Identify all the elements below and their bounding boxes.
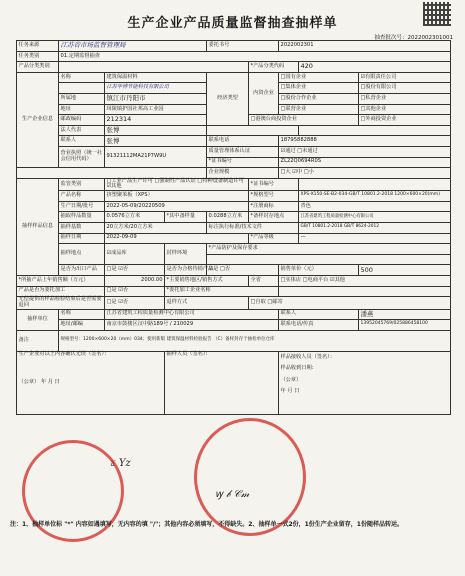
value: 420 — [299, 62, 451, 73]
label: 名称 — [59, 72, 105, 83]
label: 退样方式 — [165, 297, 249, 309]
value: 500 — [359, 265, 451, 276]
handwritten-signature: ꝡ 𝒷 𝒞𝓂 — [215, 489, 250, 500]
option: □集体企业 — [279, 83, 359, 94]
value: ☑成品库 — [105, 244, 165, 265]
label: 任务来源 — [17, 41, 59, 52]
label: *产品等级 — [249, 233, 299, 244]
value: 2022-05-09/20220509 — [105, 201, 249, 212]
label: 名称 — [59, 309, 105, 320]
label: 联系电话/传真 — [279, 320, 359, 331]
option: ☑有限责任公司 — [359, 72, 451, 83]
option: □外商投资企业 — [359, 115, 451, 126]
receiver-sign-cell — [279, 351, 451, 414]
value: GB/T 10801.2-2018 GB/T 8624-2012 — [299, 222, 451, 233]
value: □自取 □邮寄 — [249, 297, 451, 309]
value: ZL22Q0694R0S — [279, 157, 451, 168]
value: 0.0576立方米 — [105, 212, 165, 223]
value: 镇江市丹阳市 — [105, 93, 207, 104]
value: 212314 — [105, 115, 207, 126]
label: 抽取样品数量 — [59, 212, 105, 223]
label: 任务类别 — [17, 51, 59, 62]
producer-sign-cell — [17, 351, 165, 414]
value: 2022-09-09 — [105, 233, 249, 244]
value: 18795882888 — [279, 136, 451, 147]
label: *证书编号 — [249, 178, 299, 190]
label: 营业执照（统一社会信用代码） — [59, 146, 105, 167]
value: 江苏省建筑工程质量检测中心有限公司 — [299, 212, 451, 223]
label: 委托书号 — [207, 41, 279, 52]
label: 销售单价（元） — [279, 265, 359, 276]
value: 全省 — [249, 275, 279, 286]
label: *产品防护及保存要求 — [207, 244, 451, 255]
value: □工业产品生产许可 □强制性产品认证 □特种设备制造许可 ☑其他 — [105, 178, 249, 190]
label: 生产企业对以上内容确认无误（签名）： — [18, 350, 110, 357]
label: 内资企业 — [249, 72, 279, 114]
value: — — [299, 233, 451, 244]
label: *备样封存地点 — [249, 212, 299, 223]
value: 0.0288立方米 — [207, 212, 249, 223]
section-label: 抽样样品信息 — [17, 178, 59, 275]
label: 样品收到日期： — [280, 365, 317, 372]
option: □港澳台商投资企业 — [249, 115, 359, 126]
label: 抽样地点 — [59, 244, 105, 265]
value: ☑是 □否 — [207, 265, 279, 276]
red-seal-stamp — [194, 418, 306, 536]
label: 抽样日期 — [59, 233, 105, 244]
value: 2000.00 — [105, 275, 165, 286]
label: 备注 — [17, 330, 59, 351]
option: □联营企业 — [279, 104, 359, 115]
label: 法人代表 — [59, 125, 105, 136]
value: 2022002301 — [279, 41, 451, 52]
label: （公章） — [280, 376, 302, 383]
label: 监管类别 — [59, 178, 105, 190]
label: （公章） — [18, 379, 40, 386]
option: □私营企业 — [359, 93, 451, 104]
value: 13952045769/025886458100 — [359, 320, 451, 331]
label: *委托加工企业名称 — [165, 286, 279, 297]
value: 张博 — [105, 136, 207, 147]
value: □大 ☑中 □小 — [279, 168, 451, 179]
label: 生产日期/批号 — [59, 201, 105, 212]
value: □是 ☑否 — [105, 265, 165, 276]
value: 潘燕 — [359, 309, 451, 320]
label: 是否为出口产品 — [59, 265, 105, 276]
value: 南京市鼓楼区汉中路189号 / 210029 — [105, 320, 279, 331]
value: 规格型号：1200×600×20（mm）034；使用新版 建筑保温材料检验报告 （C）备样封存于抽检单位仓库 — [59, 330, 451, 351]
label: 经济类型 — [207, 72, 249, 125]
value: 20立方米/20立方米 — [105, 222, 207, 233]
option: □股份合作企业 — [279, 93, 359, 104]
label: 产品分类类别 — [17, 62, 59, 73]
section-label: 抽样单位 — [17, 309, 59, 330]
section-label: 生产企业信息 — [17, 72, 59, 167]
option: □其他企业 — [359, 104, 451, 115]
value: 建筑保温材料 — [105, 72, 207, 83]
value: □实体店 □电商平台 ☑其他 — [279, 275, 451, 286]
label: *注册商标 — [249, 201, 299, 212]
label: *证书编号 — [207, 157, 279, 168]
label: 联系电话 — [207, 136, 279, 147]
label: 样品接收人员（签名）： — [280, 353, 335, 360]
label: 无偿提供的样品检验结束后是否需要退回 — [17, 297, 105, 309]
option: □股份有限公司 — [359, 83, 451, 94]
label: 所属地 — [59, 93, 105, 104]
value: 江苏华博节能科技有限公司 — [105, 83, 207, 94]
value: 张博 — [105, 125, 207, 136]
label: 年 月 日 — [280, 388, 300, 395]
label: 抽样基数 — [59, 222, 105, 233]
label: 是否为合格待销产品 — [165, 265, 207, 276]
value: 江苏省建筑工程质量检测中心有限公司 — [105, 309, 279, 320]
label: 企业规模 — [207, 168, 279, 179]
label: 地址 — [59, 104, 105, 115]
value: ☑通过 □未通过 — [279, 146, 451, 157]
label: 联系人 — [279, 309, 359, 320]
label: 年 月 日 — [40, 379, 60, 386]
batch-serial: 抽查批次号：2022002301001 — [374, 35, 453, 41]
value: 青色 — [299, 201, 451, 212]
label: 抽样人员（签名）： — [166, 350, 211, 357]
value: □是 ☑否 — [105, 286, 165, 297]
value: 01.定期监督抽查 — [59, 51, 451, 62]
label: 封样环境 — [165, 244, 207, 265]
value: 91321112MA21P7W9U — [105, 146, 207, 167]
label: *所抽产品上年销售额（万元） — [17, 275, 105, 286]
option: □国有企业 — [279, 72, 359, 83]
value: XPS-X150-SE-B2-034-GB/T 10801.2-2018 1200×600×20(mm) — [299, 191, 451, 202]
label: 产品是否为委托加工 — [17, 286, 105, 297]
value: 珥陵镇护国社邦高工业园 — [105, 104, 207, 115]
label: *其中备样量 — [165, 212, 207, 223]
label: 产品名称 — [59, 191, 105, 202]
label: 标注执行标准/技术文件 — [207, 222, 299, 233]
value: 江苏省市场监督管理局 — [59, 41, 207, 52]
label: *主要销售地区/销售方式 — [165, 275, 249, 286]
footnote: 注：1、抽样单位标 "*" 内容如遇填写，无内容的填 "/"；其他内容必须填写，不得缺失。2、抽样单一式2份，1份生产企业留存，1份随样品转运。 — [10, 521, 403, 528]
value: 挤塑聚苯板（XPS） — [105, 191, 249, 202]
label: *规格型号 — [249, 191, 299, 202]
label: 联系人 — [59, 136, 105, 147]
value: □是 ☑否 — [105, 297, 165, 309]
label: 质量管理体系认证 — [207, 146, 279, 157]
sampler-sign-cell — [165, 351, 279, 414]
label: *产品分类代码 — [249, 62, 299, 73]
handwritten-signature: ɤ Yz — [110, 458, 131, 469]
sampling-form-table — [16, 40, 451, 415]
form-title: 生产企业产品质量监督抽查抽样单 — [127, 16, 338, 31]
label: 地址/邮编 — [59, 320, 105, 331]
label: 邮政编码 — [59, 115, 105, 126]
